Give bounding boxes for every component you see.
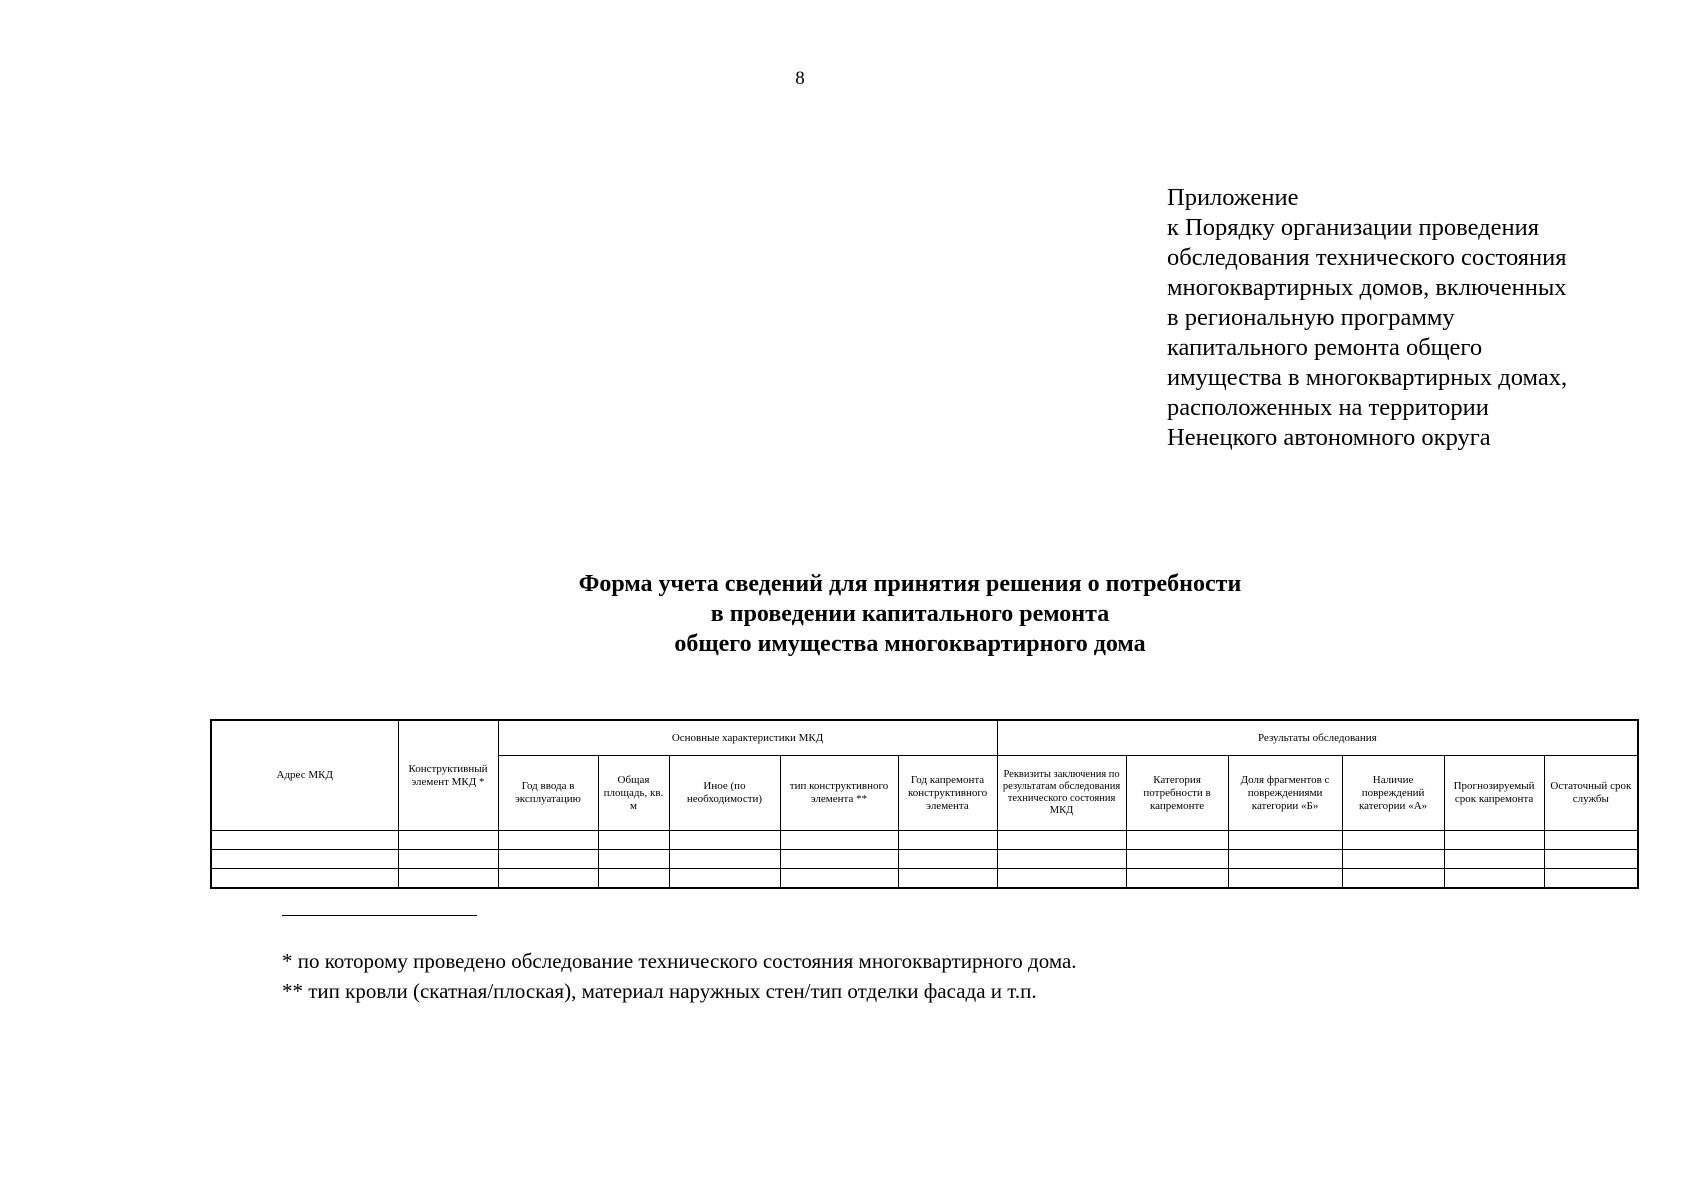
header-group-main-characteristics: Основные характеристики МКД <box>498 720 997 756</box>
header-category-a-damage: Наличие повреждений категории «А» <box>1342 756 1444 831</box>
table-cell <box>598 850 669 869</box>
table-cell <box>1342 831 1444 850</box>
table-cell <box>1342 850 1444 869</box>
table-cell <box>1126 869 1228 889</box>
table-cell <box>211 850 398 869</box>
table-cell <box>780 831 898 850</box>
appendix-line: многоквартирных домов, включенных <box>1167 274 1567 301</box>
table-cell <box>997 831 1126 850</box>
appendix-line: обследования технического состояния <box>1167 244 1567 271</box>
form-title-line: общего имущества многоквартирного дома <box>674 631 1146 657</box>
table-cell <box>398 850 498 869</box>
appendix-line: Ненецкого автономного округа <box>1167 424 1491 451</box>
table-body <box>211 831 1638 889</box>
table-cell <box>780 850 898 869</box>
appendix-line: имущества в многоквартирных домах, <box>1167 364 1568 391</box>
table-cell <box>398 831 498 850</box>
table-cell <box>598 831 669 850</box>
footnote-2: ** тип кровли (скатная/плоская), материал наружных стен/тип отделки фасада и т.п. <box>282 979 1037 1003</box>
page-number: 8 <box>795 68 805 89</box>
appendix-line: расположенных на территории <box>1167 394 1489 421</box>
table-cell <box>1444 869 1544 889</box>
table-cell <box>398 869 498 889</box>
header-category-b-share: Доля фрагментов с повреждениями категории «Б» <box>1228 756 1342 831</box>
header-residual-service-life: Остаточный срок службы <box>1544 756 1638 831</box>
table-cell <box>898 869 997 889</box>
appendix-line: к Порядку организации проведения <box>1167 214 1539 241</box>
form-title-line: в проведении капитального ремонта <box>710 601 1110 627</box>
table-cell <box>898 831 997 850</box>
table-cell <box>1228 850 1342 869</box>
table-cell <box>1544 831 1638 850</box>
header-forecast-repair-term: Прогнозируемый срок капремонта <box>1444 756 1544 831</box>
form-title <box>300 569 1520 659</box>
header-total-area: Общая площадь, кв. м <box>598 756 669 831</box>
table-cell <box>498 869 598 889</box>
table-cell <box>498 831 598 850</box>
table-cell <box>498 850 598 869</box>
table-cell <box>1544 850 1638 869</box>
table-cell <box>1126 850 1228 869</box>
table-cell <box>997 869 1126 889</box>
table-cell <box>211 831 398 850</box>
appendix-block <box>1167 183 1567 453</box>
table-cell <box>598 869 669 889</box>
table-cell <box>1126 831 1228 850</box>
header-group-survey-results: Результаты обследования <box>997 720 1638 756</box>
table-cell <box>1228 869 1342 889</box>
footnotes <box>282 946 1077 1006</box>
appendix-line: в региональную программу <box>1167 304 1455 331</box>
table-cell <box>1228 831 1342 850</box>
header-repair-need-category: Категория потребности в капремонте <box>1126 756 1228 831</box>
table-cell <box>1544 869 1638 889</box>
table-row <box>211 869 1638 889</box>
table-cell <box>780 869 898 889</box>
table-cell <box>669 869 780 889</box>
header-conclusion-details: Реквизиты заключения по результатам обследования технического состояния МКД <box>997 756 1126 831</box>
header-other: Иное (по необходимости) <box>669 756 780 831</box>
header-address: Адрес МКД <box>211 720 398 831</box>
table-cell <box>1444 850 1544 869</box>
form-title-line: Форма учета сведений для принятия решения о потребности <box>578 571 1242 597</box>
header-structural-element: Конструктивный элемент МКД * <box>398 720 498 831</box>
table-row <box>211 850 1638 869</box>
table-cell <box>669 831 780 850</box>
table-cell <box>1342 869 1444 889</box>
table-cell <box>211 869 398 889</box>
header-repair-year: Год капремонта конструктивного элемента <box>898 756 997 831</box>
header-element-type: тип конструктивного элемента ** <box>780 756 898 831</box>
appendix-line: Приложение <box>1167 184 1299 211</box>
table-cell <box>1444 831 1544 850</box>
form-table <box>210 719 1639 889</box>
table-cell <box>669 850 780 869</box>
table-cell <box>898 850 997 869</box>
appendix-line: капитального ремонта общего <box>1167 334 1483 361</box>
header-commissioning-year: Год ввода в эксплуатацию <box>498 756 598 831</box>
footnote-1: * по которому проведено обследование технического состояния многоквартирного дома. <box>282 949 1077 973</box>
table-cell <box>997 850 1126 869</box>
table-row <box>211 831 1638 850</box>
footnote-separator <box>282 915 477 916</box>
